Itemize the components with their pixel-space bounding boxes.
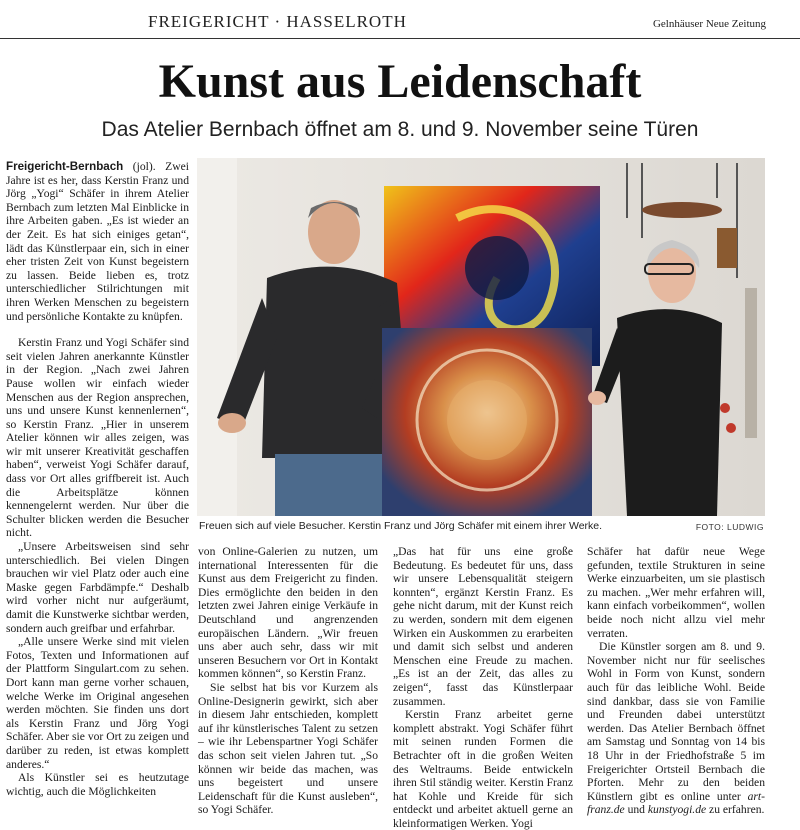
paragraph: Kerstin Franz arbeitet gerne komplett abstrakt. Yogi Schäfer führt mit seinen runden Formen die Betrachter oft in die großen Weiten des Weltraums. Beide entwickeln ihren Stil ständig weiter. Kerstin Franz hat Kohle und Kreide für sich entdeckt und arbeitet aktuell gerne an kleinformatigen Werken. Yogi [393,708,573,830]
article-photo [197,158,765,516]
article-column-1 [6,160,189,798]
article-subheadline: Das Atelier Bernbach öffnet am 8. und 9. November seine Türen [101,118,699,141]
paragraph: „Das hat für uns eine große Bedeutung. Es bedeutet für uns, dass wir unsere Lebensqualität steigern konnten“, ergänzt Kerstin Franz. Es gehe nicht darum, mit der Kunst reich zu werden, sondern mit dem eigenen Wirken ein Auskommen zu erarbeiten und damit sich selbst und anderen Menschen eine Freude zu machen. „Es ist an der Zeit, das alles zu zeigen“, fasst das Künstlerpaar zusammen. [393,545,573,708]
paragraph: Die Künstler sorgen am 8. und 9. November nicht nur für seelisches Wohl in Form von Kunst, sondern auch für das leibliche Wohl. Beide sind dankbar, dass sie von Familie und Freunden dabei unterstützt werden. Das Atelier Bernbach öffnet am Samstag und Sonntag von 14 bis 18 Uhr in der Friedhofstraße 5 im Freigerichter Ortsteil Bernbach die Pforten. Mehr zu den beiden Künstlern gibt es online unter art-franz.de und kunstyogi.de zu erfahren. [587,640,765,817]
page-header [0,0,800,39]
paragraph: Als Künstler sei es heutzutage wichtig, auch die Möglichkeiten [6,771,189,798]
article-column-4 [587,545,765,817]
newspaper-name: Gelnhäuser Neue Zeitung [652,18,766,30]
article-column-3 [393,545,573,830]
intro-paragraph: Freigericht-Bernbach (jol). Zwei Jahre ist es her, dass Kerstin Franz und Jörg „Yogi“ Schäfer in ihrem Atelier Bernbach zum letzten Mal Einblicke in ihre Arbeiten gaben. „Es ist wieder an der Zeit. Es hat sich einiges getan“, lädt das Künstlerpaar ein, sich in einer eher tristen Zeit von Kunst begeistern zu lassen. Beide lieben es, trotz unterschiedlicher Stilrichtungen mit ihren Werken Menschen zu begeistern und persönliche Kontakte zu knüpfen. [6,160,189,323]
photo-credit: FOTO: LUDWIG [695,522,764,532]
photo-caption: Freuen sich auf viele Besucher. Kerstin Franz und Jörg Schäfer mit einem ihrer Werke. [199,520,603,532]
dateline: Freigericht-Bernbach [6,160,124,173]
website-link-art-franz[interactable]: art-franz.de [587,789,765,817]
paragraph: Schäfer hat dafür neue Wege gefunden, textile Strukturen in seine Werke einzuarbeiten, um sie plastisch zu machen. „Wer mehr erfahren will, kann einfach vorbeikommen“, wollen beide noch nicht allzu viel mehr verraten. [587,545,765,640]
article-column-2 [198,545,378,817]
website-link-kunstyogi[interactable]: kunstyogi.de [647,803,707,817]
paragraph: von Online-Galerien zu nutzen, um international Interessenten für die Kunst aus dem Freigericht zu finden. Dies ermöglichte den beiden in den letzten zwei Jahren einige Verkäufe in Deutschland und angrenzenden europäischen Ländern. „Wir freuen uns aber auch sehr, dass wir mit unseren Besuchern vor Ort in Kontakt kommen können“, so Kerstin Franz. [198,545,378,681]
paragraph: Kerstin Franz und Yogi Schäfer sind seit vielen Jahren anerkannte Künstler in der Region. „Nach zwei Jahren Pause wollen wir einfach wieder Menschen aus der Region ansprechen, uns und unsere Kunst kennenlernen“, so Kerstin Franz. „Hier in unserem Atelier können wir alles zeigen, was wir mit unserer Kreativität geschaffen haben“, verweist Yogi Schäfer darauf, dass vor Ort alles griffbereit ist. Auch die Arbeitsplätze können kennengelernt werden. Nur über die Schulter blicken werden die Besucher nicht. [6,336,189,540]
paragraph: „Alle unsere Werke sind mit vielen Fotos, Texten und Informationen auf der Plattform Singulart.com zu sehen. Dort kann man gerne vorher schauen, welche Werke im Original angesehen werden möchten. Sie finden uns dort als Kerstin Franz und Jörg Yogi Schäfer. Aber sie vor Ort zu zeigen und darüber zu reden, ist etwas komplett anderes.“ [6,635,189,771]
artists-photo-illustration [197,158,765,516]
section-title: FREIGERICHT · HASSELROTH [148,12,407,31]
article-headline: Kunst aus Leidenschaft [158,55,642,108]
paragraph: Sie selbst hat bis vor Kurzem als Online-Designerin gewirkt, sich aber in diesem Jahr entschieden, komplett auf ihr künstlerisches Talent zu setzen – wie ihr Lebenspartner Yogi Schäfer das schon seit vielen Jahren tut. „So können wir beide das machen, was uns begeistert und unsere Leidenschaft für die Kunst ausleben“, so Yogi Schäfer. [198,680,378,817]
paragraph: „Unsere Arbeitsweisen sind sehr unterschiedlich. Bei vielen Dingen brauchen wir viel Platz oder auch eine Maske gegen Farbdämpfe.“ Deshalb wird vorher nicht nur aufgeräumt, damit die Kunstwerke sichtbar werden, sondern auch greifbar und erfahrbar. [6,540,189,635]
